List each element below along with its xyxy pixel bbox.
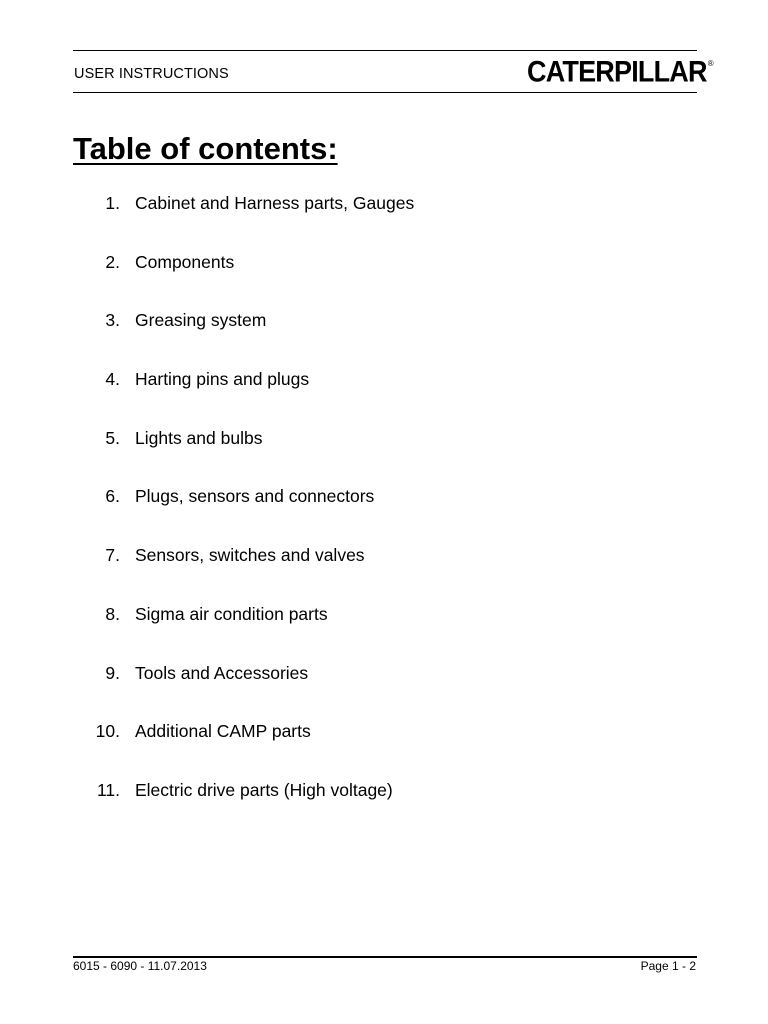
toc-item-number: 2. bbox=[105, 251, 120, 272]
footer-rule bbox=[73, 956, 697, 958]
toc-item-number: 9. bbox=[105, 662, 120, 683]
logo-wordmark: CATERPILLAR bbox=[527, 54, 707, 88]
page-title: Table of contents: bbox=[73, 131, 338, 166]
toc-item bbox=[0, 718, 768, 777]
toc-item-text: Electric drive parts (High voltage) bbox=[135, 779, 393, 800]
toc-item-text: Sensors, switches and valves bbox=[135, 545, 365, 566]
toc-item-text: Cabinet and Harness parts, Gauges bbox=[135, 193, 415, 213]
header-bottom-rule bbox=[73, 92, 697, 93]
toc-item bbox=[0, 542, 768, 601]
toc-item-number: 1. bbox=[105, 193, 120, 213]
toc-item bbox=[0, 307, 768, 366]
table-of-contents bbox=[0, 190, 768, 836]
toc-item-text: Tools and Accessories bbox=[135, 662, 309, 683]
registered-mark: ® bbox=[707, 59, 714, 68]
toc-item bbox=[0, 483, 768, 542]
toc-item-number: 6. bbox=[105, 486, 120, 507]
toc-item-number: 4. bbox=[105, 369, 120, 390]
toc-item-text: Additional CAMP parts bbox=[135, 721, 311, 742]
toc-item-number: 5. bbox=[105, 427, 120, 448]
toc-item-number: 3. bbox=[105, 310, 120, 331]
caterpillar-logo bbox=[527, 56, 714, 88]
toc-item bbox=[0, 777, 768, 836]
toc-item-text: Plugs, sensors and connectors bbox=[135, 486, 375, 507]
toc-item bbox=[0, 425, 768, 484]
toc-item-number: 11. bbox=[96, 779, 120, 800]
toc-item bbox=[0, 249, 768, 308]
footer-doc-ref: 6015 - 6090 - 11.07.2013 bbox=[73, 959, 207, 973]
header-top-rule bbox=[73, 50, 697, 51]
toc-item bbox=[0, 660, 768, 719]
toc-item bbox=[0, 190, 768, 249]
toc-item-text: Greasing system bbox=[135, 310, 267, 331]
toc-item-text: Lights and bulbs bbox=[135, 427, 263, 448]
footer-page-number: Page 1 - 2 bbox=[640, 959, 696, 973]
toc-item-number: 7. bbox=[105, 545, 120, 566]
toc-item-text: Sigma air condition parts bbox=[135, 603, 328, 624]
header-label: USER INSTRUCTIONS bbox=[74, 66, 229, 82]
toc-item-number: 8. bbox=[105, 603, 120, 624]
toc-item-number: 10. bbox=[95, 721, 120, 742]
toc-item-text: Components bbox=[135, 251, 235, 272]
toc-item bbox=[0, 601, 768, 660]
toc-item-text: Harting pins and plugs bbox=[135, 369, 310, 390]
toc-item bbox=[0, 366, 768, 425]
